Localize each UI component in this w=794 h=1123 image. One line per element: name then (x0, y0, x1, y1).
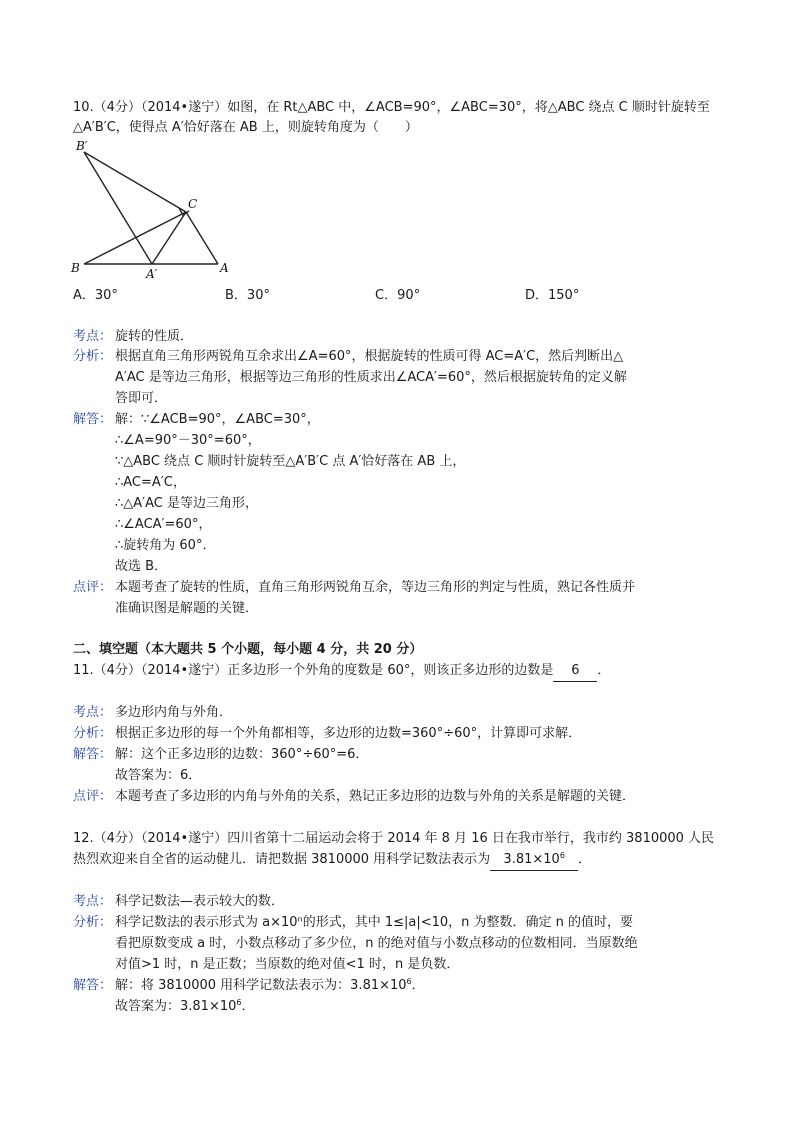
q11-stem-text: 11.（4分）（2014•遂宁）正多边形一个外角的度数是 60°，则该正多边形的边数是 (73, 663, 554, 678)
q10-option-a: A．30° (73, 288, 118, 303)
q10-jieda-line: ∴∠ACA′=60°， (115, 517, 212, 532)
q12-fenxi-line: 科学记数法的表示形式为 a×10ⁿ的形式，其中 1≤|a|<10，n 为整数．确定 n 的值时，要 (115, 915, 634, 930)
q10-option-c: C．90° (375, 288, 421, 303)
q10-kaodian: 旋转的性质． (115, 329, 194, 344)
label-b: B (71, 261, 80, 275)
q10-jieda-line: 故选 B． (115, 559, 168, 574)
q12-stem-line2 (73, 850, 591, 871)
q12-kaodian-label: 考点： (73, 894, 113, 909)
label-a: A (220, 261, 229, 275)
q12-answer-blank (490, 850, 578, 871)
segment-b-c (84, 212, 186, 264)
q10-jieda-line: ∴旋转角为 60°． (115, 538, 216, 553)
q12-stem-text: 热烈欢迎来自全省的运动健儿．请把数据 3810000 用科学记数法表示为 (73, 852, 491, 867)
q10-jieda-line: ∴AC=A′C， (115, 475, 186, 490)
q10-option-d: D．150° (525, 288, 580, 303)
label-c: C (188, 197, 198, 211)
q11-jieda-line: 故答案为：6． (115, 768, 202, 783)
q12-kaodian: 科学记数法—表示较大的数． (115, 894, 285, 909)
q10-jieda-line: ∴∠A=90°－30°=60°， (115, 433, 261, 448)
label-b-prime: B′ (76, 139, 88, 153)
q10-fenxi-line: A′AC 是等边三角形，根据等边三角形的性质求出∠ACA′=60°，然后根据旋转角的定义解 (115, 370, 627, 385)
q11-answer-blank: 6 (553, 661, 597, 682)
q12-jieda-exponent: 6 (236, 998, 242, 1007)
q11-dianping: 本题考查了多边形的内角与外角的关系，熟记正多边形的边数与外角的关系是解题的关键． (115, 789, 636, 804)
q10-dianping-line: 本题考查了旋转的性质，直角三角形两锐角互余，等边三角形的判定与性质，熟记各性质并 (115, 580, 636, 595)
q10-dianping-line: 准确识图是解题的关键． (115, 601, 259, 616)
q11-stem-end: ． (597, 663, 611, 678)
q11-kaodian-label: 考点： (73, 705, 113, 720)
q12-stem-end: ． (578, 852, 592, 867)
q10-stem-line2: △A′B′C，使得点 A′恰好落在 AB 上，则旋转角度为（ ） (73, 120, 418, 135)
q10-figure (70, 136, 240, 281)
segment-c-a (186, 212, 218, 264)
q12-fenxi-label: 分析： (73, 915, 113, 930)
q10-fenxi-line: 答即可． (115, 391, 168, 406)
q12-stem-line1: 12.（4分）（2014•遂宁）四川省第十二届运动会将于 2014 年 8 月 16 日在我市举行，我市约 3810000 人民 (73, 831, 715, 846)
q12-jieda-text: 解：将 3810000 用科学记数法表示为：3.81×10 (115, 978, 407, 993)
segment-c-a-prime (152, 212, 186, 264)
q11-jieda-line: 解：这个正多边形的边数：360°÷60°=6． (115, 747, 369, 762)
q12-jieda-line (115, 976, 425, 996)
q12-jieda-exponent: 6 (406, 977, 412, 986)
q11-stem (73, 661, 610, 682)
q12-fenxi-line: 看把原数变成 a 时，小数点移动了多少位，n 的绝对值与小数点移动的位数相同．当原数绝 (115, 936, 638, 951)
q10-fenxi-label: 分析： (73, 349, 113, 364)
q10-jieda-label: 解答： (73, 412, 113, 427)
q12-fenxi-line: 对值>1 时，n 是正数；当原数的绝对值<1 时，n 是负数． (115, 957, 460, 972)
q12-jieda-text: 故答案为：3.81×10 (115, 999, 237, 1014)
q12-answer-base: 3.81×10 (503, 852, 560, 867)
q12-jieda-line (115, 997, 255, 1017)
q11-jieda-label: 解答： (73, 747, 113, 762)
q11-fenxi-label: 分析： (73, 726, 113, 741)
q10-dianping-label: 点评： (73, 580, 113, 595)
label-a-prime: A′ (146, 267, 158, 281)
q11-dianping-label: 点评： (73, 789, 113, 804)
q10-jieda-line: 解：∵∠ACB=90°，∠ABC=30°， (115, 412, 320, 427)
q10-option-b: B．30° (225, 288, 270, 303)
section-heading: 二、填空题（本大题共 5 个小题，每小题 4 分，共 20 分） (73, 642, 423, 657)
q12-jieda-end: ． (411, 978, 425, 993)
q10-jieda-line: ∴△A′AC 是等边三角形， (115, 496, 258, 511)
q11-fenxi: 根据正多边形的每一个外角都相等，多边形的边数=360°÷60°，计算即可求解． (115, 726, 582, 741)
segment-b-prime-c (84, 152, 186, 212)
q10-stem-line1: 10.（4分）（2014•遂宁）如图，在 Rt△ABC 中，∠ACB=90°，∠ABC=30°，将△ABC 绕点 C 顺时针旋转至 (73, 100, 710, 115)
q10-fenxi-line: 根据直角三角形两锐角互余求出∠A=60°，根据旋转的性质可得 AC=A′C，然后判断出△ (115, 349, 624, 364)
q12-answer-exponent: 6 (559, 851, 565, 860)
q12-jieda-end: ． (241, 999, 255, 1014)
q12-jieda-label: 解答： (73, 978, 113, 993)
q11-kaodian: 多边形内角与外角． (115, 705, 233, 720)
q10-kaodian-label: 考点： (73, 329, 113, 344)
q10-jieda-line: ∵△ABC 绕点 C 顺时针旋转至△A′B′C 点 A′恰好落在 AB 上， (115, 454, 466, 469)
